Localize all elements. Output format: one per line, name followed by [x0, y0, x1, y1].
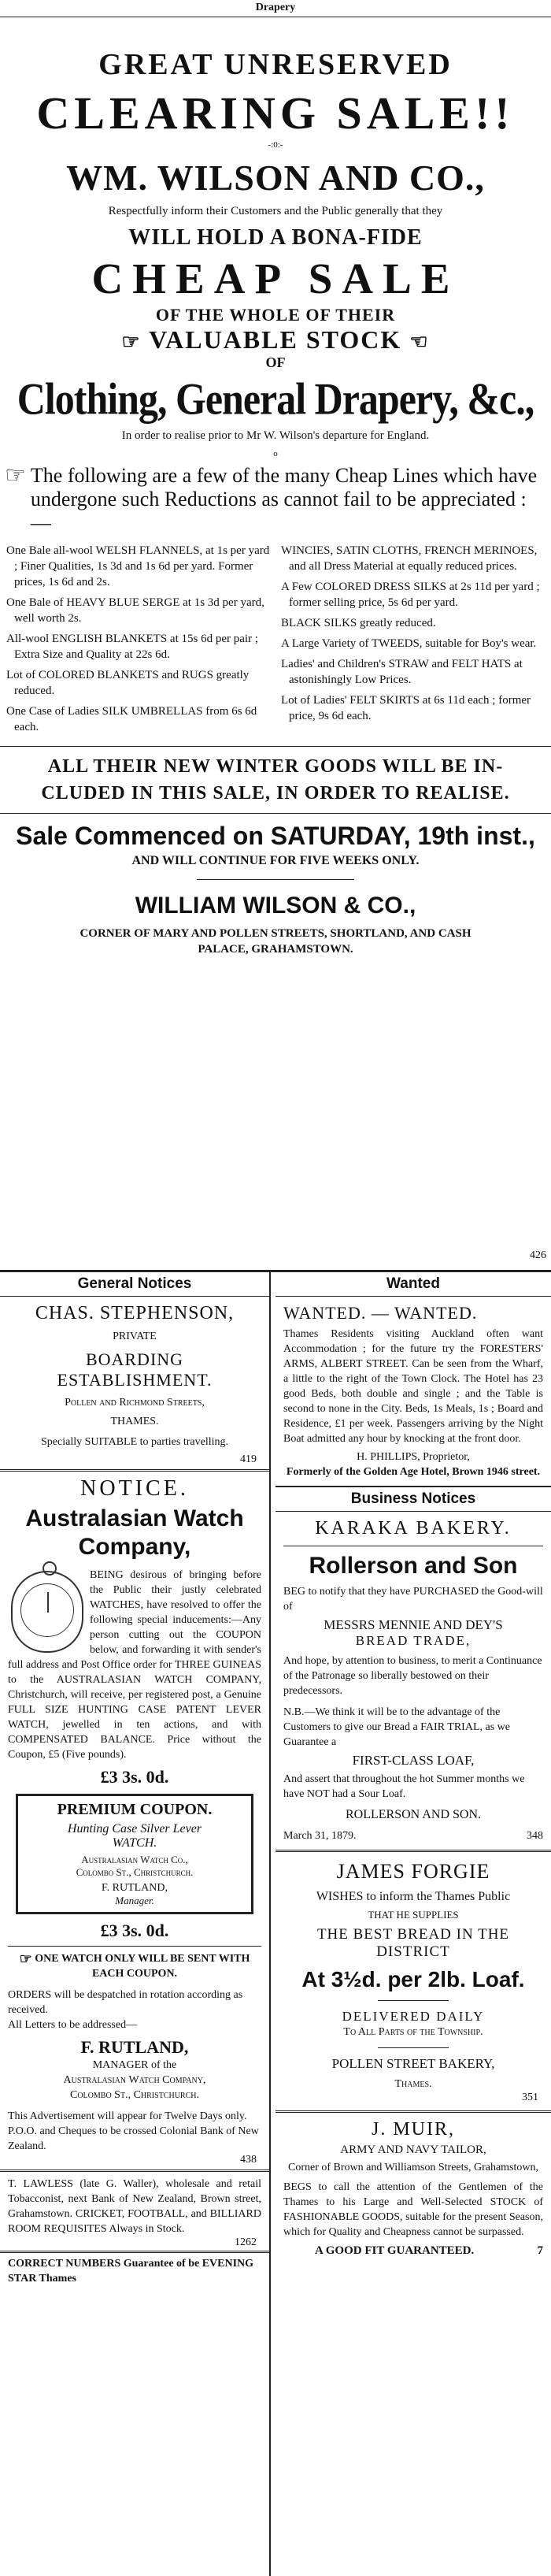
coupon-line: Colombo St., Christchurch.	[76, 1866, 194, 1878]
cheap-sale-line: CHEAP SALE	[91, 254, 460, 303]
pollen-street-bakery: POLLEN STREET BAKERY,	[331, 2056, 495, 2071]
district-line: DISTRICT	[376, 1943, 450, 1960]
manager-line: MANAGER of the	[92, 2059, 177, 2072]
notice-title: NOTICE.	[80, 1476, 189, 1501]
list-item: One Case of Ladies SILK UMBRELLAS from 6s 6d each.	[6, 705, 257, 733]
all-parts-line: To All Parts of the Township.	[343, 2026, 483, 2038]
pointing-hand-icon: ☜	[409, 330, 430, 354]
first-class-loaf: FIRST-CLASS LOAF,	[352, 1753, 475, 1768]
boarding-establishment: BOARDING ESTABLISHMENT.	[57, 1349, 213, 1390]
coupon-line: WATCH.	[112, 1836, 157, 1850]
price-per-loaf: At 3½d. per 2lb. Loaf.	[301, 1967, 525, 1991]
rollerson-signature: ROLLERSON AND SON.	[345, 1808, 481, 1821]
list-item: A Few COLORED DRESS SILKS at 2s 11d per yard ; former selling price, 5s 6d per yard.	[281, 581, 540, 609]
bread-trade-line: BREAD TRADE,	[355, 1633, 471, 1648]
whole-of-their-line: OF THE WHOLE OF THEIR	[155, 305, 396, 325]
list-item: BLACK SILKS greatly reduced.	[281, 617, 436, 629]
wanted-text: Thames Residents visiting Auckland often want Accommodation ; for the future try the FORESTERS' ARMS, ALBERT STREET. Can be seen from the Wharf, a little to the right of the Town Clock. The Hotel has 23 good Beds, both double and single ; and the Table is second to none in the City. Beds, 1s Meals, 1s ; Board and Residence, £1 per week. Passengers arriving by the Night Boat admitted any hour by knocking at the front door.	[283, 1328, 543, 1445]
valuable-stock-line: ☞ VALUABLE STOCK ☜	[121, 325, 430, 354]
colombo-line: Colombo St., Christchurch.	[70, 2089, 199, 2102]
letters-line: All Letters to be addressed—	[8, 2019, 138, 2032]
list-item: All-wool ENGLISH BLANKETS at 15s 6d per pair ; Extra Size and Quality at 22s 6d.	[6, 633, 258, 661]
coupon-title: PREMIUM COUPON.	[57, 1801, 213, 1818]
respectfully-line: Respectfully inform their Customers and the Public generally that they	[108, 205, 443, 217]
correct-numbers-advert	[0, 2253, 269, 2286]
page-header	[0, 0, 551, 17]
firm-address: CORNER OF MARY AND POLLEN STREETS, SHORTLAND, AND CASH PALACE, GRAHAMSTOWN.	[80, 927, 471, 956]
patronage-line: And hope, by attention to business, to merit a Continuance of the Patronage so liberally bestowed on their predecessors.	[283, 1655, 542, 1697]
lawless-text: T. LAWLESS (late G. Waller), wholesale and retail Tobacconist, next Bank of New Zealand, Brown street, Grahamstown. CRICKET, FOOTBALL, and BILLIARD ROOM REQUISITES Always in Stock.	[8, 2178, 261, 2236]
foresters-arms-advert	[276, 1297, 551, 1479]
headline-great-unreserved: GREAT UNRESERVED	[98, 48, 453, 81]
one-watch-only: ☞ ONE WATCH ONLY WILL BE SENT WITH EACH COUPON.	[19, 1951, 250, 1980]
clothing-drapery-line: Clothing, General Drapery, &c.,	[17, 373, 534, 425]
headline-clearing-sale: CLEARING SALE!!	[36, 87, 515, 139]
separator: o	[273, 449, 278, 458]
pointing-hand-icon: ☞	[19, 1951, 32, 1967]
pocket-watch-icon	[11, 1571, 83, 1653]
firm-name: WM. WILSON AND CO.,	[66, 158, 485, 198]
coupon-line: Hunting Case Silver Lever	[67, 1822, 202, 1835]
watch-company-advert	[0, 1472, 269, 2166]
awc-line: Australasian Watch Company,	[63, 2074, 206, 2087]
stephenson-name: CHAS. STEPHENSON,	[35, 1303, 235, 1323]
nb-line: N.B.—We think it will be to the advantage of the Customers to give our Bread a FAIR TRIAL, as we Guarantee a	[283, 1706, 510, 1748]
orders-line: ORDERS will be despatched in rotation according as received.	[8, 1989, 243, 2017]
good-fit-line: A GOOD FIT GUARANTEED.	[315, 2244, 475, 2257]
list-item: One Bale all-wool WELSH FLANNELS, at 1s per yard ; Finer Qualities, 1s 3d and 1s 6d per yard. Former prices, 1s 6d and 2s.	[6, 544, 270, 588]
cheap-lines-right	[281, 543, 545, 740]
ad-number: 348	[527, 1830, 543, 1842]
corner-line: Corner of Brown and Williamson Streets, Grahamstown,	[287, 2162, 538, 2173]
coupon-line: Australasian Watch Co.,	[81, 1854, 188, 1865]
streets-line: Pollen and Richmond Streets,	[65, 1397, 205, 1409]
wanted-heading: Wanted	[276, 1272, 551, 1297]
wilson-sale-advert	[0, 17, 551, 1268]
thames-line: THAMES.	[110, 1416, 159, 1427]
notices-section	[0, 1270, 551, 2574]
five-weeks-line: AND WILL CONTINUE FOR FIVE WEEKS ONLY.	[131, 854, 420, 867]
of-line: OF	[265, 354, 286, 370]
ad-number: 351	[522, 2092, 538, 2103]
twelve-days-line: This Advertisement will appear for Twelve Days only. P.O.O. and Cheques to be crossed Colonial Bank of New Zealand.	[8, 2110, 259, 2153]
muir-text: BEGS to call the attention of the Gentlemen of the Thames to his Large and Well-Selected STOCK of FASHIONABLE GOODS, suitable for the present Season, which for Quality and Cheapness cannot be surpassed.	[283, 2181, 543, 2238]
rollerson-name: Rollerson and Son	[309, 1553, 518, 1579]
messrs-line: MESSRS MENNIE AND DEY'S	[324, 1617, 503, 1632]
coupon-line: F. RUTLAND,	[101, 1882, 168, 1894]
wanted-title: WANTED. — WANTED.	[283, 1303, 478, 1323]
supplies-line: THAT HE SUPPLIES	[368, 1909, 459, 1921]
lede-block	[0, 464, 551, 535]
rutland-name: F. RUTLAND,	[80, 2037, 189, 2058]
list-item: Ladies' and Children's STRAW and FELT HATS at astonishingly Low Prices.	[281, 658, 523, 686]
wanted-formerly: Formerly of the Golden Age Hotel, Brown 1946 street.	[286, 1466, 541, 1478]
muir-advert	[276, 2113, 551, 2258]
muir-name: J. MUIR,	[371, 2119, 455, 2140]
ad-number: 426	[530, 1249, 546, 1261]
list-item: Lot of Ladies' FELT SKIRTS at 6s 11d each ; former price, 9s 6d each.	[281, 694, 531, 722]
forgie-advert	[276, 1852, 551, 2104]
right-column	[276, 1272, 551, 2576]
separator: -:0:-	[268, 140, 283, 150]
ad-number: 7	[537, 2244, 543, 2257]
bakery-title: KARAKA BAKERY.	[315, 1518, 512, 1539]
left-column	[0, 1272, 271, 2576]
forgie-name: JAMES FORGIE	[336, 1860, 490, 1883]
delivered-daily: DELIVERED DAILY	[342, 2009, 485, 2024]
bakery-date: March 31, 1879.	[283, 1830, 357, 1842]
beg-line: BEG to notify that they have PURCHASED the Good-will of	[283, 1586, 543, 1613]
ad-number: 1262	[235, 2236, 257, 2249]
pointing-hand-icon: ☞	[121, 330, 142, 354]
stephenson-advert	[0, 1297, 269, 1466]
general-notices-heading: General Notices	[0, 1272, 269, 1297]
karaka-bakery-advert	[276, 1512, 551, 1843]
cheap-lines-left	[6, 543, 270, 740]
watch-offer-text: BEING desirous of bringing before the Public their justly celebrated WATCHES, have resolved to offer the following special inducements:—Any person cutting out the COUPON below, and forwarding it with sender's full address and Post Office order for THREE GUINEAS to the AUSTRALASIAN WATCH COMPANY, Christchurch, will receive, per registered post, a Genuine FULL SIZE HUNTING CASE PATENT LEVER WATCH, jewelled in ten actions, and with COMPENSATED BALANCE. Price without the Coupon, £5 (Five pounds).	[8, 1569, 261, 1761]
list-item: A Large Variety of TWEEDS, suitable for Boy's wear.	[281, 637, 537, 650]
business-notices-heading: Business Notices	[276, 1486, 551, 1512]
wanted-signature: H. PHILLIPS, Proprietor,	[357, 1451, 470, 1463]
premium-coupon	[16, 1794, 253, 1914]
lede-text: The following are a few of the many Cheap Lines which have undergone such Reductions as cannot fail to be appreciated :—	[30, 464, 538, 534]
cheap-lines-list	[0, 543, 551, 740]
correct-numbers-text: CORRECT NUMBERS Guarantee of be EVENING STAR Thames	[8, 2258, 254, 2285]
winter-goods-line: ALL THEIR NEW WINTER GOODS WILL BE IN-CLUDED IN THIS SALE, IN ORDER TO REALISE.	[41, 756, 510, 804]
assert-line: And assert that throughout the hot Summer months we have NOT had a Sour Loaf.	[283, 1773, 525, 1800]
bona-fide-line: WILL HOLD A BONA-FIDE	[128, 225, 423, 250]
realise-line: In order to realise prior to Mr W. Wilson's departure for England.	[121, 429, 430, 442]
army-navy-line: ARMY AND NAVY TAILOR,	[340, 2144, 486, 2156]
private-label: PRIVATE	[113, 1331, 157, 1342]
watch-company-name: Australasian Watch Company,	[25, 1505, 244, 1560]
wishes-line: WISHES to inform the Thames Public	[316, 1890, 511, 1903]
suitable-line: Specially SUITABLE to parties travelling.	[41, 1436, 228, 1448]
best-bread-line: THE BEST BREAD IN THE	[316, 1926, 510, 1943]
price-line: £3 3s. 0d.	[100, 1767, 169, 1787]
list-item: WINCIES, SATIN CLOTHS, FRENCH MERINOES, and all Dress Material at equally reduced prices.	[281, 544, 538, 573]
lawless-advert	[0, 2172, 269, 2249]
thames-line: Thames.	[394, 2078, 432, 2090]
ad-number: 419	[240, 1453, 257, 1465]
coupon-line: Manager.	[115, 1895, 154, 1906]
ad-number: 438	[240, 2154, 257, 2166]
pointing-hand-icon: ☞	[5, 462, 26, 488]
william-wilson-sign: WILLIAM WILSON & CO.,	[135, 893, 416, 919]
price-line: £3 3s. 0d.	[100, 1921, 169, 1940]
sale-commenced-line: Sale Commenced on SATURDAY, 19th inst.,	[16, 822, 535, 850]
section-title: Drapery	[255, 2, 296, 13]
list-item: One Bale of HEAVY BLUE SERGE at 1s 3d per yard, well worth 2s.	[6, 596, 264, 625]
list-item: Lot of COLORED BLANKETS and RUGS greatly reduced.	[6, 669, 250, 697]
